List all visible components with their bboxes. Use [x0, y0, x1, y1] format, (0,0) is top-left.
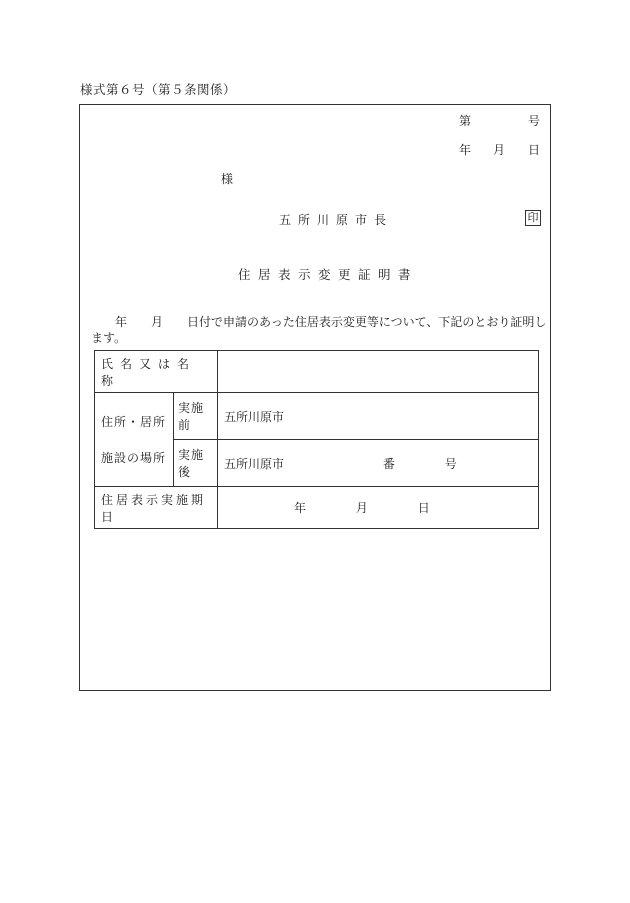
after-label-cell — [174, 440, 218, 487]
seal-mark: 印 — [525, 210, 541, 226]
table-row-date — [95, 487, 539, 529]
number-dai: 第 — [459, 114, 472, 128]
after-label: 実施後 — [178, 448, 205, 479]
after-value-city: 五所川原市 — [224, 456, 285, 471]
address-label-line2: 施設の場所 — [101, 450, 167, 465]
date-value-cell — [218, 487, 539, 529]
address-label-cell — [95, 393, 174, 487]
certification-statement: 年 月 日付で申請のあった住居表示変更等について、下記のとおり証明します。 — [91, 315, 547, 345]
date-label-cell — [95, 487, 218, 529]
after-value-cell — [218, 440, 539, 487]
date-month: 月 — [493, 143, 506, 157]
name-label-cell — [95, 351, 218, 393]
name-value-cell — [218, 351, 539, 393]
impl-date-day: 日 — [417, 501, 430, 515]
before-label: 実施前 — [178, 401, 205, 432]
name-label: 氏名又は名称 — [101, 356, 197, 388]
certificate-table — [94, 350, 539, 529]
before-value: 五所川原市 — [224, 409, 285, 424]
table-row-before — [95, 393, 539, 440]
after-value-ban: 番 — [382, 456, 395, 471]
date-label: 住居表示実施期日 — [101, 492, 207, 524]
number-go: 号 — [528, 114, 541, 128]
issuer-name: 五所川原市長 — [279, 213, 394, 227]
table-row-name — [95, 351, 539, 393]
document-title: 住居表示変更証明書 — [238, 267, 419, 282]
date-day: 日 — [528, 143, 541, 157]
after-value-go: 号 — [444, 456, 457, 471]
date-year: 年 — [459, 143, 472, 157]
before-value-cell — [218, 393, 539, 440]
form-number-label: 様式第６号（第５条関係） — [80, 82, 237, 97]
impl-date-year: 年 — [294, 501, 307, 515]
address-label-line1: 住所・居所 — [101, 414, 167, 429]
before-label-cell — [174, 393, 218, 440]
addressee-suffix: 様 — [221, 172, 234, 186]
impl-date-month: 月 — [355, 501, 368, 515]
